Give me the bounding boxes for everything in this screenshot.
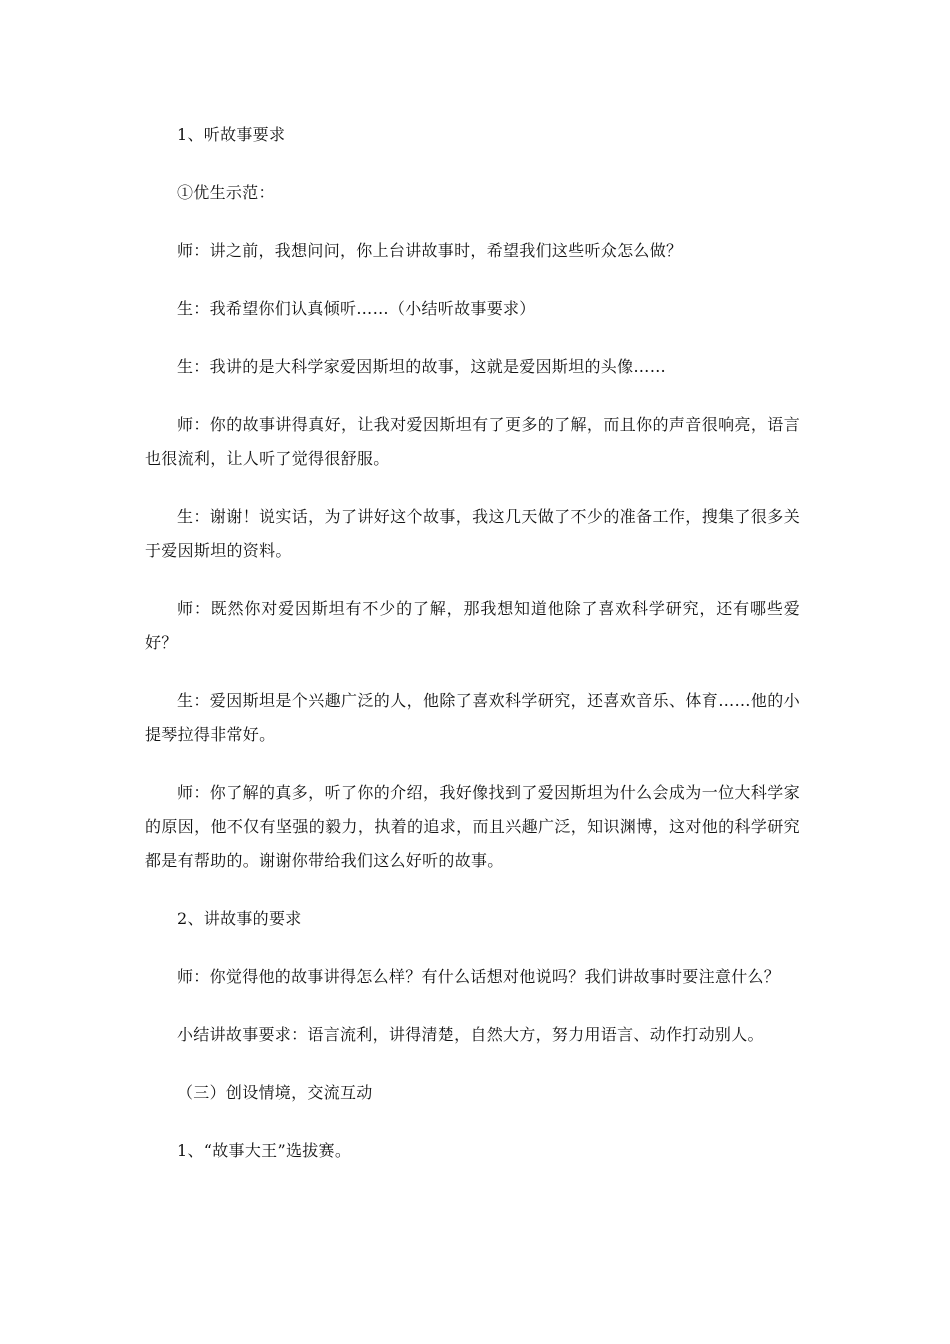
dialogue-paragraph: 师：你了解的真多，听了你的介绍，我好像找到了爱因斯坦为什么会成为一位大科学家的原因，他不仅有坚强的毅力，执着的追求，而且兴趣广泛，知识渊博，这对他的科学研究都是有帮助的。谢谢你带给我们这么好听的故事。 <box>145 783 800 870</box>
section-heading-interaction: （三）创设情境，交流互动 <box>177 1083 373 1102</box>
section-heading-tell-requirements: 2、讲故事的要求 <box>177 909 302 928</box>
document-body <box>145 118 800 1192</box>
dialogue-paragraph: 师：你觉得他的故事讲得怎么样？有什么话想对他说吗？我们讲故事时要注意什么？ <box>177 967 781 986</box>
summary-paragraph: 小结讲故事要求：语言流利，讲得清楚，自然大方，努力用语言、动作打动别人。 <box>177 1025 764 1044</box>
dialogue-paragraph: 师：讲之前，我想问问，你上台讲故事时，希望我们这些听众怎么做？ <box>177 241 683 260</box>
dialogue-paragraph: 生：爱因斯坦是个兴趣广泛的人，他除了喜欢科学研究，还喜欢音乐、体育……他的小提琴拉得非常好。 <box>145 691 800 744</box>
dialogue-paragraph: 生：我希望你们认真倾听……（小结听故事要求） <box>177 299 536 318</box>
example-label: ①优生示范： <box>177 183 275 202</box>
dialogue-paragraph: 生：谢谢！说实话，为了讲好这个故事，我这几天做了不少的准备工作，搜集了很多关于爱因斯坦的资料。 <box>145 507 800 560</box>
dialogue-paragraph: 师：你的故事讲得真好，让我对爱因斯坦有了更多的了解，而且你的声音很响亮，语言也很流利，让人听了觉得很舒服。 <box>145 415 800 468</box>
dialogue-paragraph: 师：既然你对爱因斯坦有不少的了解，那我想知道他除了喜欢科学研究，还有哪些爱好？ <box>145 599 800 652</box>
section-heading-listen-requirements: 1、听故事要求 <box>177 125 286 144</box>
section-heading-contest: 1、“故事大王”选拔赛。 <box>177 1141 352 1160</box>
dialogue-paragraph: 生：我讲的是大科学家爱因斯坦的故事，这就是爱因斯坦的头像…… <box>177 357 667 376</box>
